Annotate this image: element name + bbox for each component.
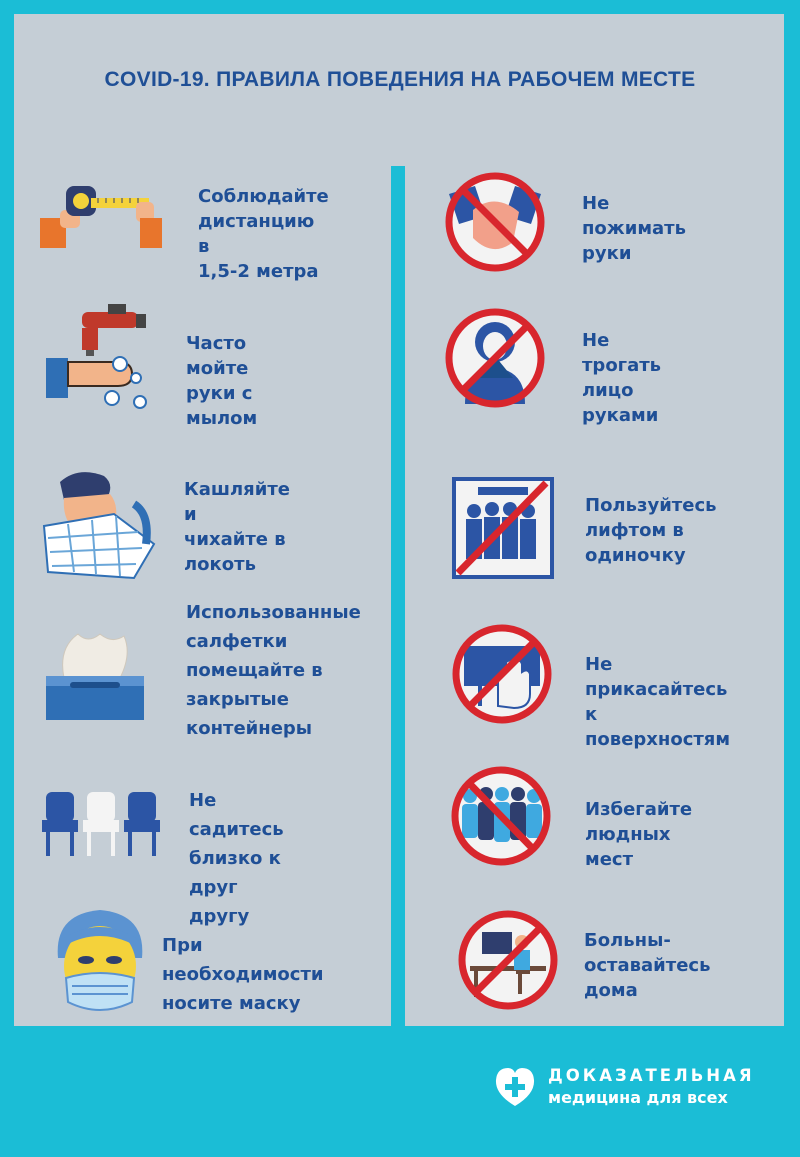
no-touch-surface-icon: [448, 622, 556, 726]
no-handshake-icon: [443, 170, 547, 274]
rule-text: Не садитесь близко к друг другу: [189, 790, 284, 927]
hand-washing-icon: [42, 302, 154, 414]
rule-text: Использованные салфетки помещайте в закрытые контейнеры: [186, 602, 361, 739]
rule-text: Кашляйте и чихайте в локоть: [184, 479, 290, 575]
rule-text: Не прикасайтесь к поверхностям: [585, 654, 731, 750]
brand-name: ДОКАЗАТЕЛЬНАЯ: [548, 1066, 755, 1085]
brand-tagline: медицина для всех: [548, 1088, 728, 1107]
rule-text: Не пожимать руки: [582, 193, 687, 264]
page-title: COVID-19. ПРАВИЛА ПОВЕДЕНИЯ НА РАБОЧЕМ МЕСТЕ: [104, 68, 696, 91]
medical-cross-logo-icon: [494, 1066, 536, 1108]
no-face-touch-icon: [443, 306, 547, 410]
rule-text: При необходимости носите маску: [162, 935, 324, 1014]
rule-text: Соблюдайте дистанцию в 1,5-2 метра: [198, 186, 329, 282]
no-crowd-icon: [448, 764, 554, 868]
chairs-icon: [40, 790, 162, 858]
no-work-when-sick-icon: [456, 908, 560, 1012]
rule-text: Больны- оставайтесь дома: [584, 930, 711, 1001]
sneezing-person-icon: [38, 468, 158, 580]
tissue-box-icon: [42, 630, 148, 724]
rule-text: Избегайте людных мест: [585, 799, 693, 870]
crowded-elevator-icon: [452, 477, 554, 579]
tape-measure-icon: [36, 180, 166, 252]
face-mask-icon: [50, 906, 150, 1014]
rule-text: Часто мойте руки с мылом: [186, 333, 258, 429]
column-divider: [391, 166, 405, 1036]
rule-text: Не трогать лицо руками: [582, 330, 662, 426]
rule-text: Пользуйтесь лифтом в одиночку: [585, 495, 717, 566]
